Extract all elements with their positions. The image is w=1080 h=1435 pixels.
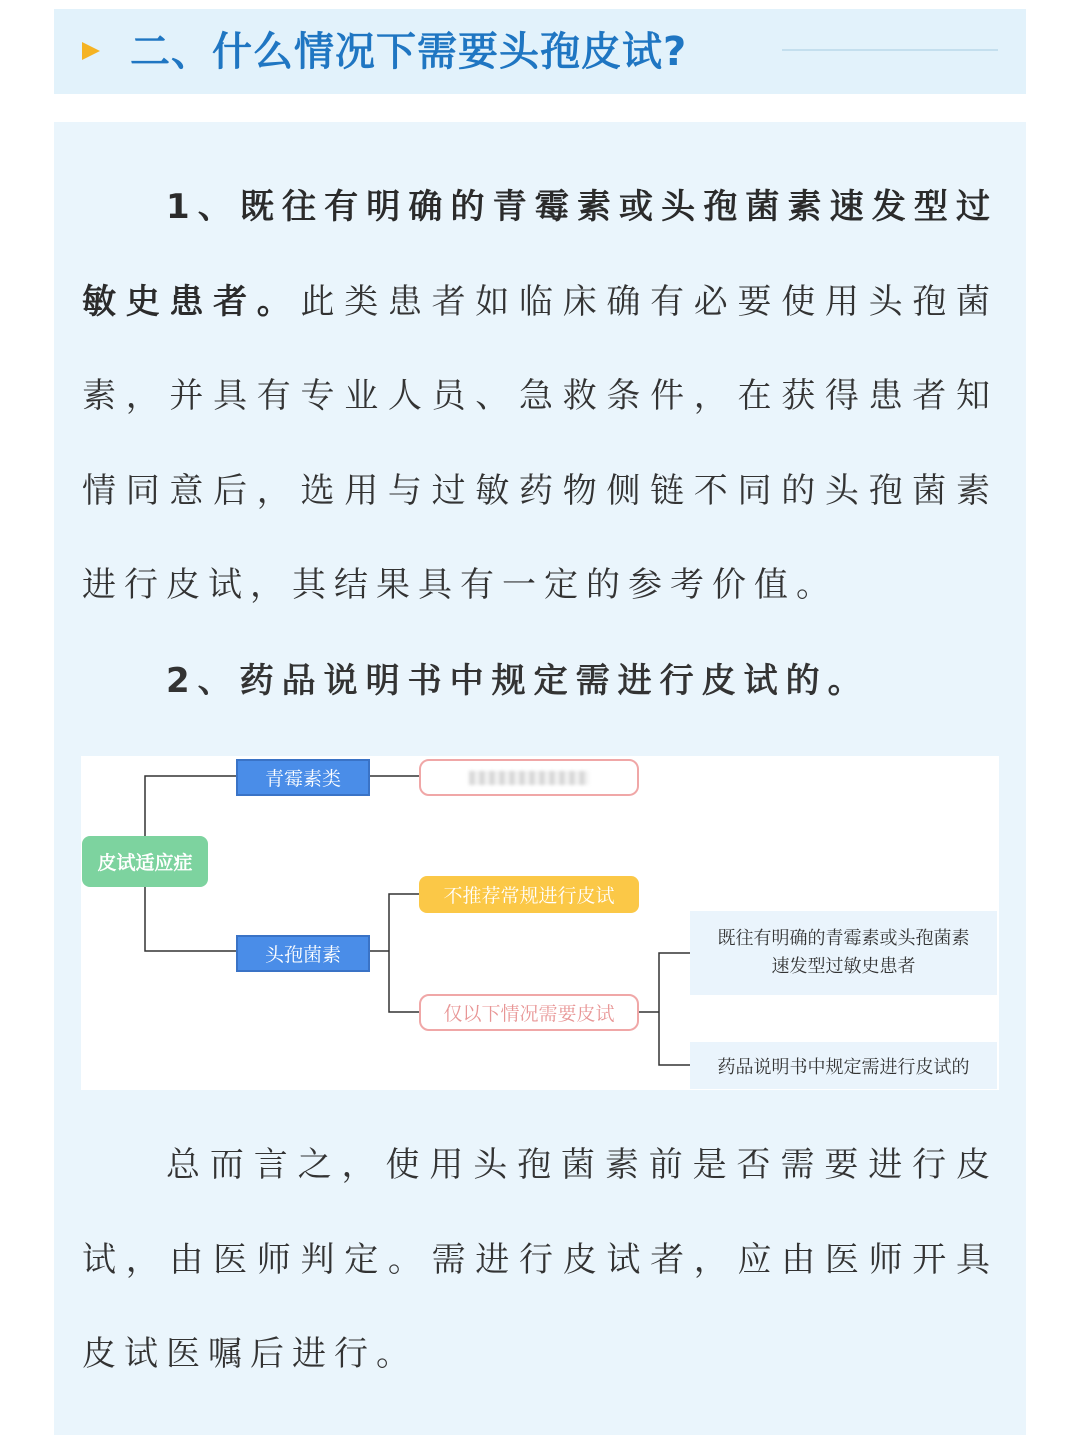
connector-to-case2 <box>659 1012 690 1065</box>
connector-to-case1 <box>659 953 690 1012</box>
skin-test-diagram <box>81 756 999 1090</box>
paragraph-1-text: 此类患者如临床确有必要使用头孢菌素，并具有专业人员、急救条件，在获得患者知情同意后，选用与过敏药物侧链不同的头孢菌素进行皮试，其结果具有一定的参考价值。 <box>82 281 998 605</box>
section-title: 二、什么情况下需要头孢皮试? <box>130 29 688 75</box>
connector-root-penicillin <box>145 776 236 836</box>
connector-to-only-following <box>389 951 419 1012</box>
paragraph-1 <box>82 160 998 633</box>
paragraph-2: 2、药品说明书中规定需进行皮试的。 <box>166 661 870 701</box>
diagram-leaf-case1-line2: 速发型过敏史患者 <box>771 956 916 977</box>
diagram-leaf-case1 <box>690 911 997 995</box>
diagram-node-not-recommended: 不推荐常规进行皮试 <box>419 876 639 913</box>
header-divider <box>782 49 998 51</box>
paragraph-1-bold: 1、既往有明确的青霉素或头孢菌素速发型过敏史患者。 <box>82 187 998 322</box>
blurred-text <box>469 771 589 785</box>
diagram-leaf-case1-line1: 既往有明确的青霉素或头孢菌素 <box>717 928 970 949</box>
diagram-node-blurred <box>419 759 639 796</box>
section-header <box>54 9 1026 94</box>
diagram-node-penicillin: 青霉素类 <box>236 759 370 796</box>
diagram-node-only-following: 仅以下情况需要皮试 <box>419 994 639 1031</box>
diagram-node-cephalosporin: 头孢菌素 <box>236 935 370 972</box>
diagram-leaf-case2: 药品说明书中规定需进行皮试的 <box>690 1042 997 1089</box>
connector-to-not-recommended <box>389 894 419 951</box>
paragraph-3: 总而言之，使用头孢菌素前是否需要进行皮试，由医师判定。需进行皮试者，应由医师开具皮试医嘱后进行。 <box>82 1145 998 1374</box>
connector-root-cephalosporin <box>145 887 236 951</box>
play-triangle-icon <box>82 42 100 60</box>
diagram-root-node: 皮试适应症 <box>82 836 208 887</box>
